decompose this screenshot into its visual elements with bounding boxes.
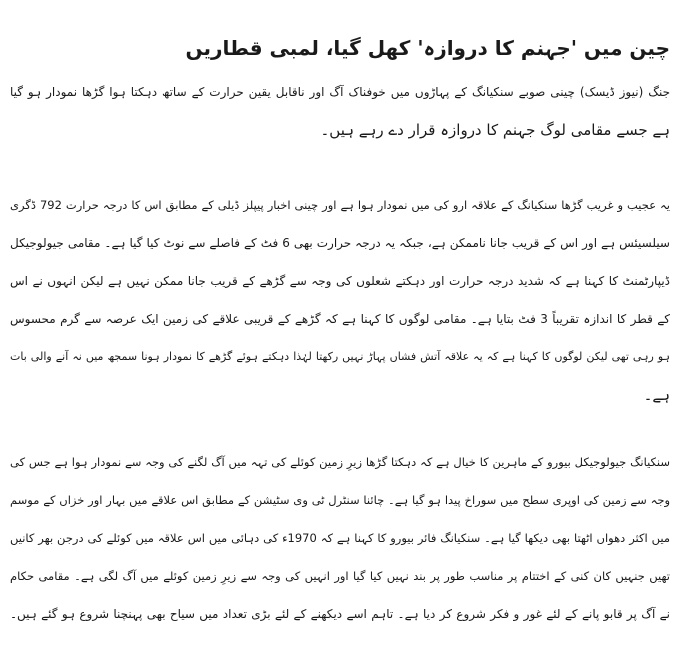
paragraph-line: سنکیانگ جیولوجیکل بیورو کے ماہرین کا خیال ہے کہ دہکتا گڑھا زیرِ زمین کوئلے کی تہہ میں آگ لگنے کی وجہ سے نمودار ہوا ہے جس کی xyxy=(10,455,670,469)
paragraph-line: میں اکثر دھواں اٹھتا بھی دیکھا گیا ہے۔ سنکیانگ فائر بیورو کا کہنا ہے کہ 1970ء کی دہائی میں اس علاقہ میں کوئلے کی درجن بھر کانیں xyxy=(10,531,670,545)
paragraph-line: یہ عجیب و غریب گڑھا سنکیانگ کے علاقہ ارو کی میں نمودار ہوا ہے اور چینی اخبار پیپلز ڈیلی کے مطابق اس کا درجہ حرارت 792 ڈگری xyxy=(10,198,670,212)
paragraph-line: ہو رہی تھی لیکن لوگوں کا کہنا ہے کہ یہ علاقہ آتش فشاں پہاڑ نہیں رکھتا لہٰذا دہکتے ہوئے گڑھے کا نمودار ہونا سمجھ میں نہ آنے والی بات xyxy=(10,350,670,363)
paragraph-line: تھیں جنہیں کان کنی کے اختتام پر مناسب طور پر بند نہیں کیا گیا اور انہیں کی وجہ سے زیرِ زمین کوئلے میں آگ لگی ہے۔ مقامی حکام xyxy=(10,569,670,583)
article-title: چین میں 'جہنم کا دروازہ' کھل گیا، لمبی قطاریں xyxy=(185,36,670,60)
paragraph-line: سیلسیئس ہے اور اس کے قریب جانا ناممکن ہے، جبکہ یہ درجہ حرارت بھی 6 فٹ کے فاصلے سے نوٹ کیا گیا ہے۔ مقامی جیولوجیکل xyxy=(10,236,670,250)
paragraph-line: نے آگ پر قابو پانے کے لئے غور و فکر شروع کر دیا ہے۔ تاہم اسے دیکھنے کے لئے بڑی تعداد میں سیاح بھی پہنچنا شروع ہو گئے ہیں۔ xyxy=(10,607,670,621)
paragraph-3 xyxy=(10,443,670,633)
paragraph-line: جنگ (نیوز ڈیسک) چینی صوبے سنکیانگ کے پہاڑوں میں خوفناک آگ اور ناقابل یقین حرارت کے ساتھ دہکتا ہوا گڑھا نمودار ہو گیا xyxy=(10,85,670,99)
paragraph-line: کے قطر کا اندازہ تقریباً 3 فٹ بتایا ہے۔ مقامی لوگوں کا کہنا ہے کہ گڑھے کے قریبی علاقے کی زمین ایک عرصہ سے گرم محسوس xyxy=(10,312,670,326)
paragraph-line: ڈیپارٹمنٹ کا کہنا ہے کہ شدید درجہ حرارت اور دہکتے شعلوں کی وجہ سے گڑھے کے قریب جانا ممکن نہیں ہے لیکن انہوں نے اس xyxy=(10,274,670,288)
paragraph-line: ہے۔ xyxy=(643,386,670,404)
paragraph-2 xyxy=(10,186,670,414)
paragraph-line: ہے جسے مقامی لوگ جہنم کا دروازہ قرار دے رہے ہیں۔ xyxy=(320,121,670,139)
paragraph-1 xyxy=(10,73,670,149)
paragraph-line: وجہ سے زمین کی اوپری سطح میں سوراخ پیدا ہو گیا ہے۔ چائنا سنٹرل ٹی وی سٹیشن کے مطابق اس علاقے میں بہار اور خزاں کے موسم xyxy=(10,493,670,507)
